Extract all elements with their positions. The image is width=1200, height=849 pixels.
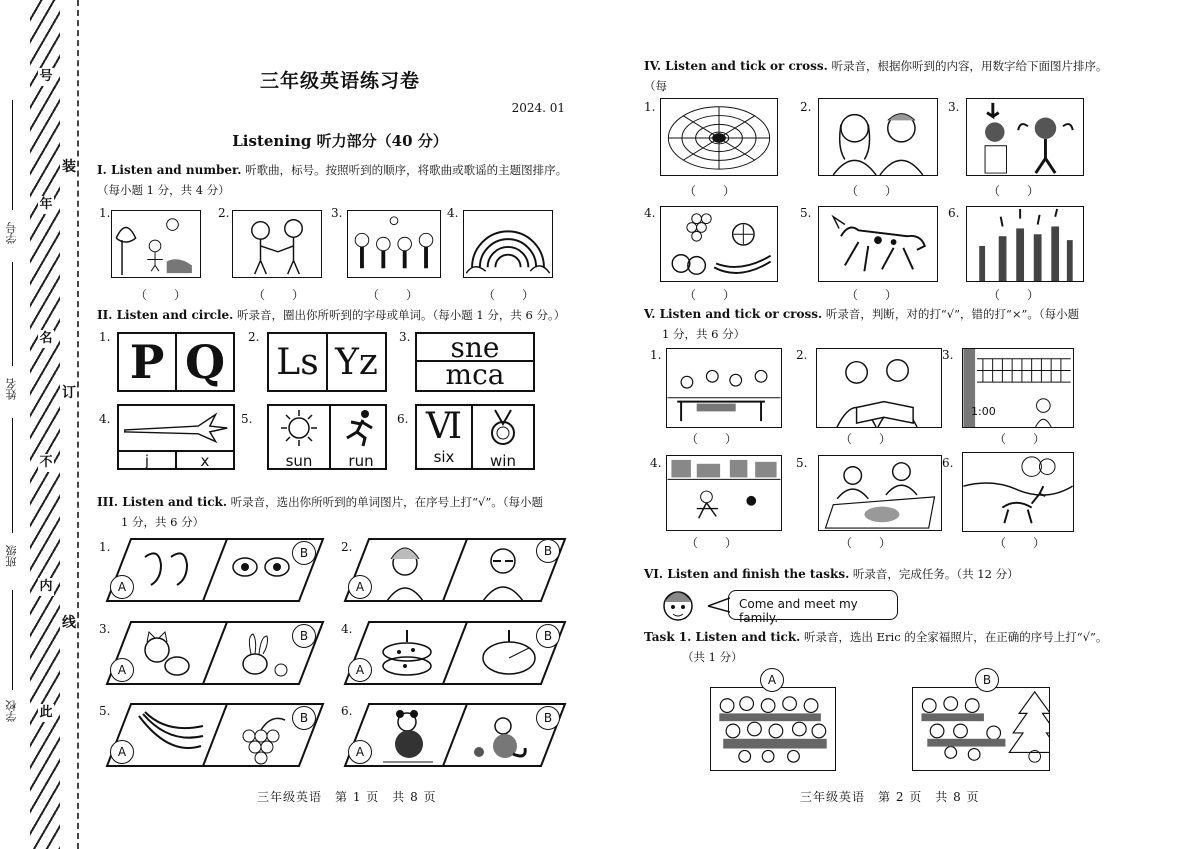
item-number: 3. (399, 330, 411, 344)
item-number: 2. (218, 206, 230, 220)
option-a-circle[interactable]: A (348, 740, 372, 764)
hatch-char: 号 (39, 69, 53, 84)
item-number: 2. (796, 348, 808, 362)
item-number: 1. (644, 100, 656, 114)
blank-line (12, 262, 13, 366)
item-number: 5. (796, 456, 808, 470)
option-b-circle[interactable]: B (292, 541, 316, 565)
answer-blank[interactable]: （ ） (684, 288, 737, 302)
blank-line (12, 590, 13, 690)
section-3-heading: III. Listen and tick. (97, 495, 227, 509)
section-1-score: （每小题 1 分，共 4 分） (97, 183, 230, 197)
option-a-circle[interactable]: A (760, 668, 784, 692)
listening-title: Listening 听力部分（40 分） (232, 132, 448, 150)
pair-banana-grapes (105, 702, 325, 768)
answer-blank[interactable]: （ ） (367, 288, 420, 302)
section-3-instructions (97, 492, 582, 532)
item-number: 1. (99, 330, 111, 344)
item-number: 4. (447, 206, 459, 220)
picture-deer-forest (962, 452, 1074, 532)
section-6-text: 听录音，完成任务。（共 12 分） (849, 567, 1019, 581)
picture-reading-story (816, 348, 942, 428)
option-b-circle[interactable]: B (536, 706, 560, 730)
option-a-circle[interactable]: A (110, 575, 134, 599)
caption-x[interactable]: x (175, 452, 233, 470)
word-sne[interactable]: sne (417, 334, 533, 362)
option-a-circle[interactable]: A (110, 740, 134, 764)
answer-blank[interactable]: （ ） (988, 288, 1041, 302)
item-number: 6. (948, 206, 960, 220)
item-number: 6. (942, 456, 954, 470)
pair-panda-redpanda (343, 702, 567, 768)
exam-title: 三年级英语练习卷 (259, 70, 420, 92)
bind-char-ding: 订 (62, 385, 76, 401)
item-number: 2. (248, 330, 260, 344)
letters-p-q (117, 332, 235, 392)
item-number: 6. (341, 704, 353, 718)
picture-jet-j-x (117, 404, 235, 470)
roman-six: Ⅵ (425, 406, 463, 447)
picture-crowd-cheering (966, 206, 1084, 282)
running-man-icon (331, 406, 391, 448)
bind-char-zhuang: 装 (62, 159, 76, 175)
option-b-circle[interactable]: B (536, 624, 560, 648)
section-3-text: 听录音，选出你所听到的单词图片，在序号上打“√”。（每小题 (227, 495, 543, 509)
song-picture-friends (232, 210, 322, 278)
speech-bubble: Come and meet my family. (728, 590, 898, 620)
item-number: 3. (99, 622, 111, 636)
speech-tail (708, 596, 730, 616)
item-number: 1. (99, 206, 111, 220)
blank-line (12, 100, 13, 210)
option-b-circle[interactable]: B (292, 624, 316, 648)
answer-blank[interactable]: （ ） (994, 536, 1047, 550)
answer-blank[interactable]: （ ） (840, 432, 893, 446)
item-number: 4. (341, 622, 353, 636)
binding-margin (0, 0, 80, 849)
option-win[interactable] (471, 406, 533, 468)
answer-blank[interactable]: （ ） (846, 184, 899, 198)
picture-two-girls (818, 98, 938, 176)
letters-ls-yz (267, 332, 387, 392)
answer-blank[interactable]: （ ） (988, 184, 1041, 198)
item-number: 4. (99, 412, 111, 426)
item-number: 5. (99, 704, 111, 718)
picture-running-dog (818, 206, 938, 282)
section-5-instructions (644, 304, 1114, 344)
letter-q[interactable]: Q (184, 335, 226, 389)
option-b-circle[interactable]: B (536, 539, 560, 563)
answer-blank[interactable]: （ ） (840, 536, 893, 550)
picture-playground (666, 455, 782, 531)
option-six[interactable] (417, 406, 471, 468)
letters-ls[interactable]: Ls (276, 341, 319, 383)
medal-icon (473, 406, 533, 448)
option-sun[interactable] (269, 406, 329, 468)
answer-blank[interactable]: （ ） (253, 288, 306, 302)
family-photo-b (912, 687, 1050, 771)
hatch-char: 名 (39, 331, 53, 346)
hatch-char: 年 (39, 197, 53, 212)
pair-ears-eyes (105, 537, 325, 603)
section-1-text: 听歌曲，标号。按照听到的顺序，将歌曲或歌谣的主题图排序。 (241, 163, 568, 177)
item-number: 4. (644, 206, 656, 220)
cut-line (77, 0, 79, 849)
section-1-instructions (97, 160, 582, 200)
answer-blank[interactable]: （ ） (686, 536, 739, 550)
exam-date: 2024. 01 (511, 101, 565, 115)
label-name: 姓名 (5, 378, 18, 400)
jet-icon (119, 406, 233, 450)
pair-cake-pizza (343, 620, 567, 686)
section-2-heading: II. Listen and circle. (97, 308, 234, 322)
item-number: 1. (650, 348, 662, 362)
pair-grandma-grandpa (343, 537, 567, 603)
item-number: 3. (942, 348, 954, 362)
section-6-heading: VI. Listen and finish the tasks. (644, 567, 850, 581)
answer-blank[interactable]: （ ） (846, 288, 899, 302)
item-number: 4. (650, 456, 662, 470)
picture-classroom (666, 348, 782, 428)
page-2-footer: 三年级英语 第 2 页 共 8 页 (800, 790, 980, 804)
item-number: 1. (99, 540, 111, 554)
pair-cat-rabbit (105, 620, 325, 686)
page-1-footer: 三年级英语 第 1 页 共 8 页 (257, 790, 437, 804)
section-2-text: 听录音，圈出你所听到的字母或单词。（每小题 1 分，共 6 分。） (233, 308, 566, 322)
answer-blank[interactable]: （ ） (684, 184, 737, 198)
letter-p[interactable]: P (129, 335, 165, 389)
option-a-circle[interactable]: A (348, 658, 372, 682)
picture-sun-run (267, 404, 387, 470)
section-2-instructions (97, 305, 582, 325)
item-number: 3. (948, 100, 960, 114)
clock-time: 1:00 (971, 405, 996, 418)
section-3-score: 1 分，共 6 分） (121, 515, 205, 529)
picture-boy-actions (966, 98, 1084, 176)
caption-sun: sun (285, 452, 313, 470)
item-number: 2. (800, 100, 812, 114)
label-class: 班级 (5, 545, 18, 567)
song-picture-rainbow (463, 210, 553, 278)
song-picture-garden (111, 210, 201, 278)
label-school: 学校 (5, 700, 18, 722)
answer-blank[interactable]: （ ） (686, 432, 739, 446)
answer-blank[interactable]: （ ） (994, 432, 1047, 446)
caption-j[interactable]: j (144, 452, 150, 470)
picture-library-clock (962, 348, 1074, 428)
task-1-text: 听录音，选出 Eric 的全家福照片，在正确的序号上打“√”。 (800, 630, 1108, 644)
word-mca[interactable]: mca (445, 358, 505, 391)
section-6-instructions (644, 564, 1114, 584)
picture-six-win (415, 404, 535, 470)
option-b-circle[interactable]: B (292, 706, 316, 730)
label-student-number: 学号 (5, 222, 18, 244)
item-number: 5. (241, 412, 253, 426)
page-2 (640, 0, 1120, 849)
item-number: 5. (800, 206, 812, 220)
song-picture-family (347, 210, 441, 278)
hatch-char: 内 (39, 579, 53, 594)
family-photo-a (710, 687, 836, 771)
section-5-text: 听录音，判断，对的打“√”，错的打“×”。（每小题 (822, 307, 1080, 321)
task-1-instructions (644, 627, 1114, 667)
item-number: 3. (331, 206, 343, 220)
section-4-text: 听录音，根据你听到的内容，用数字给下面图片排序。（每 (644, 59, 1108, 93)
picture-spider-web (660, 98, 778, 176)
option-b-circle[interactable]: B (975, 668, 999, 692)
option-a-circle[interactable]: A (110, 658, 134, 682)
section-1-heading: I. Listen and number. (97, 163, 242, 177)
hatch-char: 此 (39, 705, 53, 720)
answer-blank[interactable]: （ ） (483, 288, 536, 302)
section-4-heading: IV. Listen and tick or cross. (644, 59, 828, 73)
hatch-char: 不 (39, 455, 53, 470)
page-1 (95, 0, 585, 849)
section-5-heading: V. Listen and tick or cross. (644, 307, 823, 321)
blank-line (12, 418, 13, 533)
task-1-score: （共 1 分） (682, 650, 743, 664)
caption-win: win (490, 452, 516, 470)
words-sne-mca (415, 332, 535, 392)
item-number: 6. (397, 412, 409, 426)
task-1-heading: Task 1. Listen and tick. (644, 630, 801, 644)
picture-fruits (660, 206, 778, 282)
caption-six: six (433, 448, 455, 466)
sun-icon (269, 406, 329, 448)
section-5-score: 1 分，共 6 分） (662, 327, 746, 341)
answer-blank[interactable]: （ ） (135, 288, 188, 302)
option-run[interactable] (329, 406, 391, 468)
option-a-circle[interactable]: A (348, 575, 372, 599)
item-number: 2. (341, 540, 353, 554)
boy-avatar (654, 586, 704, 626)
bind-char-xian: 线 (62, 615, 76, 631)
picture-drawing-kids (818, 455, 942, 531)
letters-yz[interactable]: Yz (335, 341, 378, 383)
caption-run: run (348, 452, 374, 470)
